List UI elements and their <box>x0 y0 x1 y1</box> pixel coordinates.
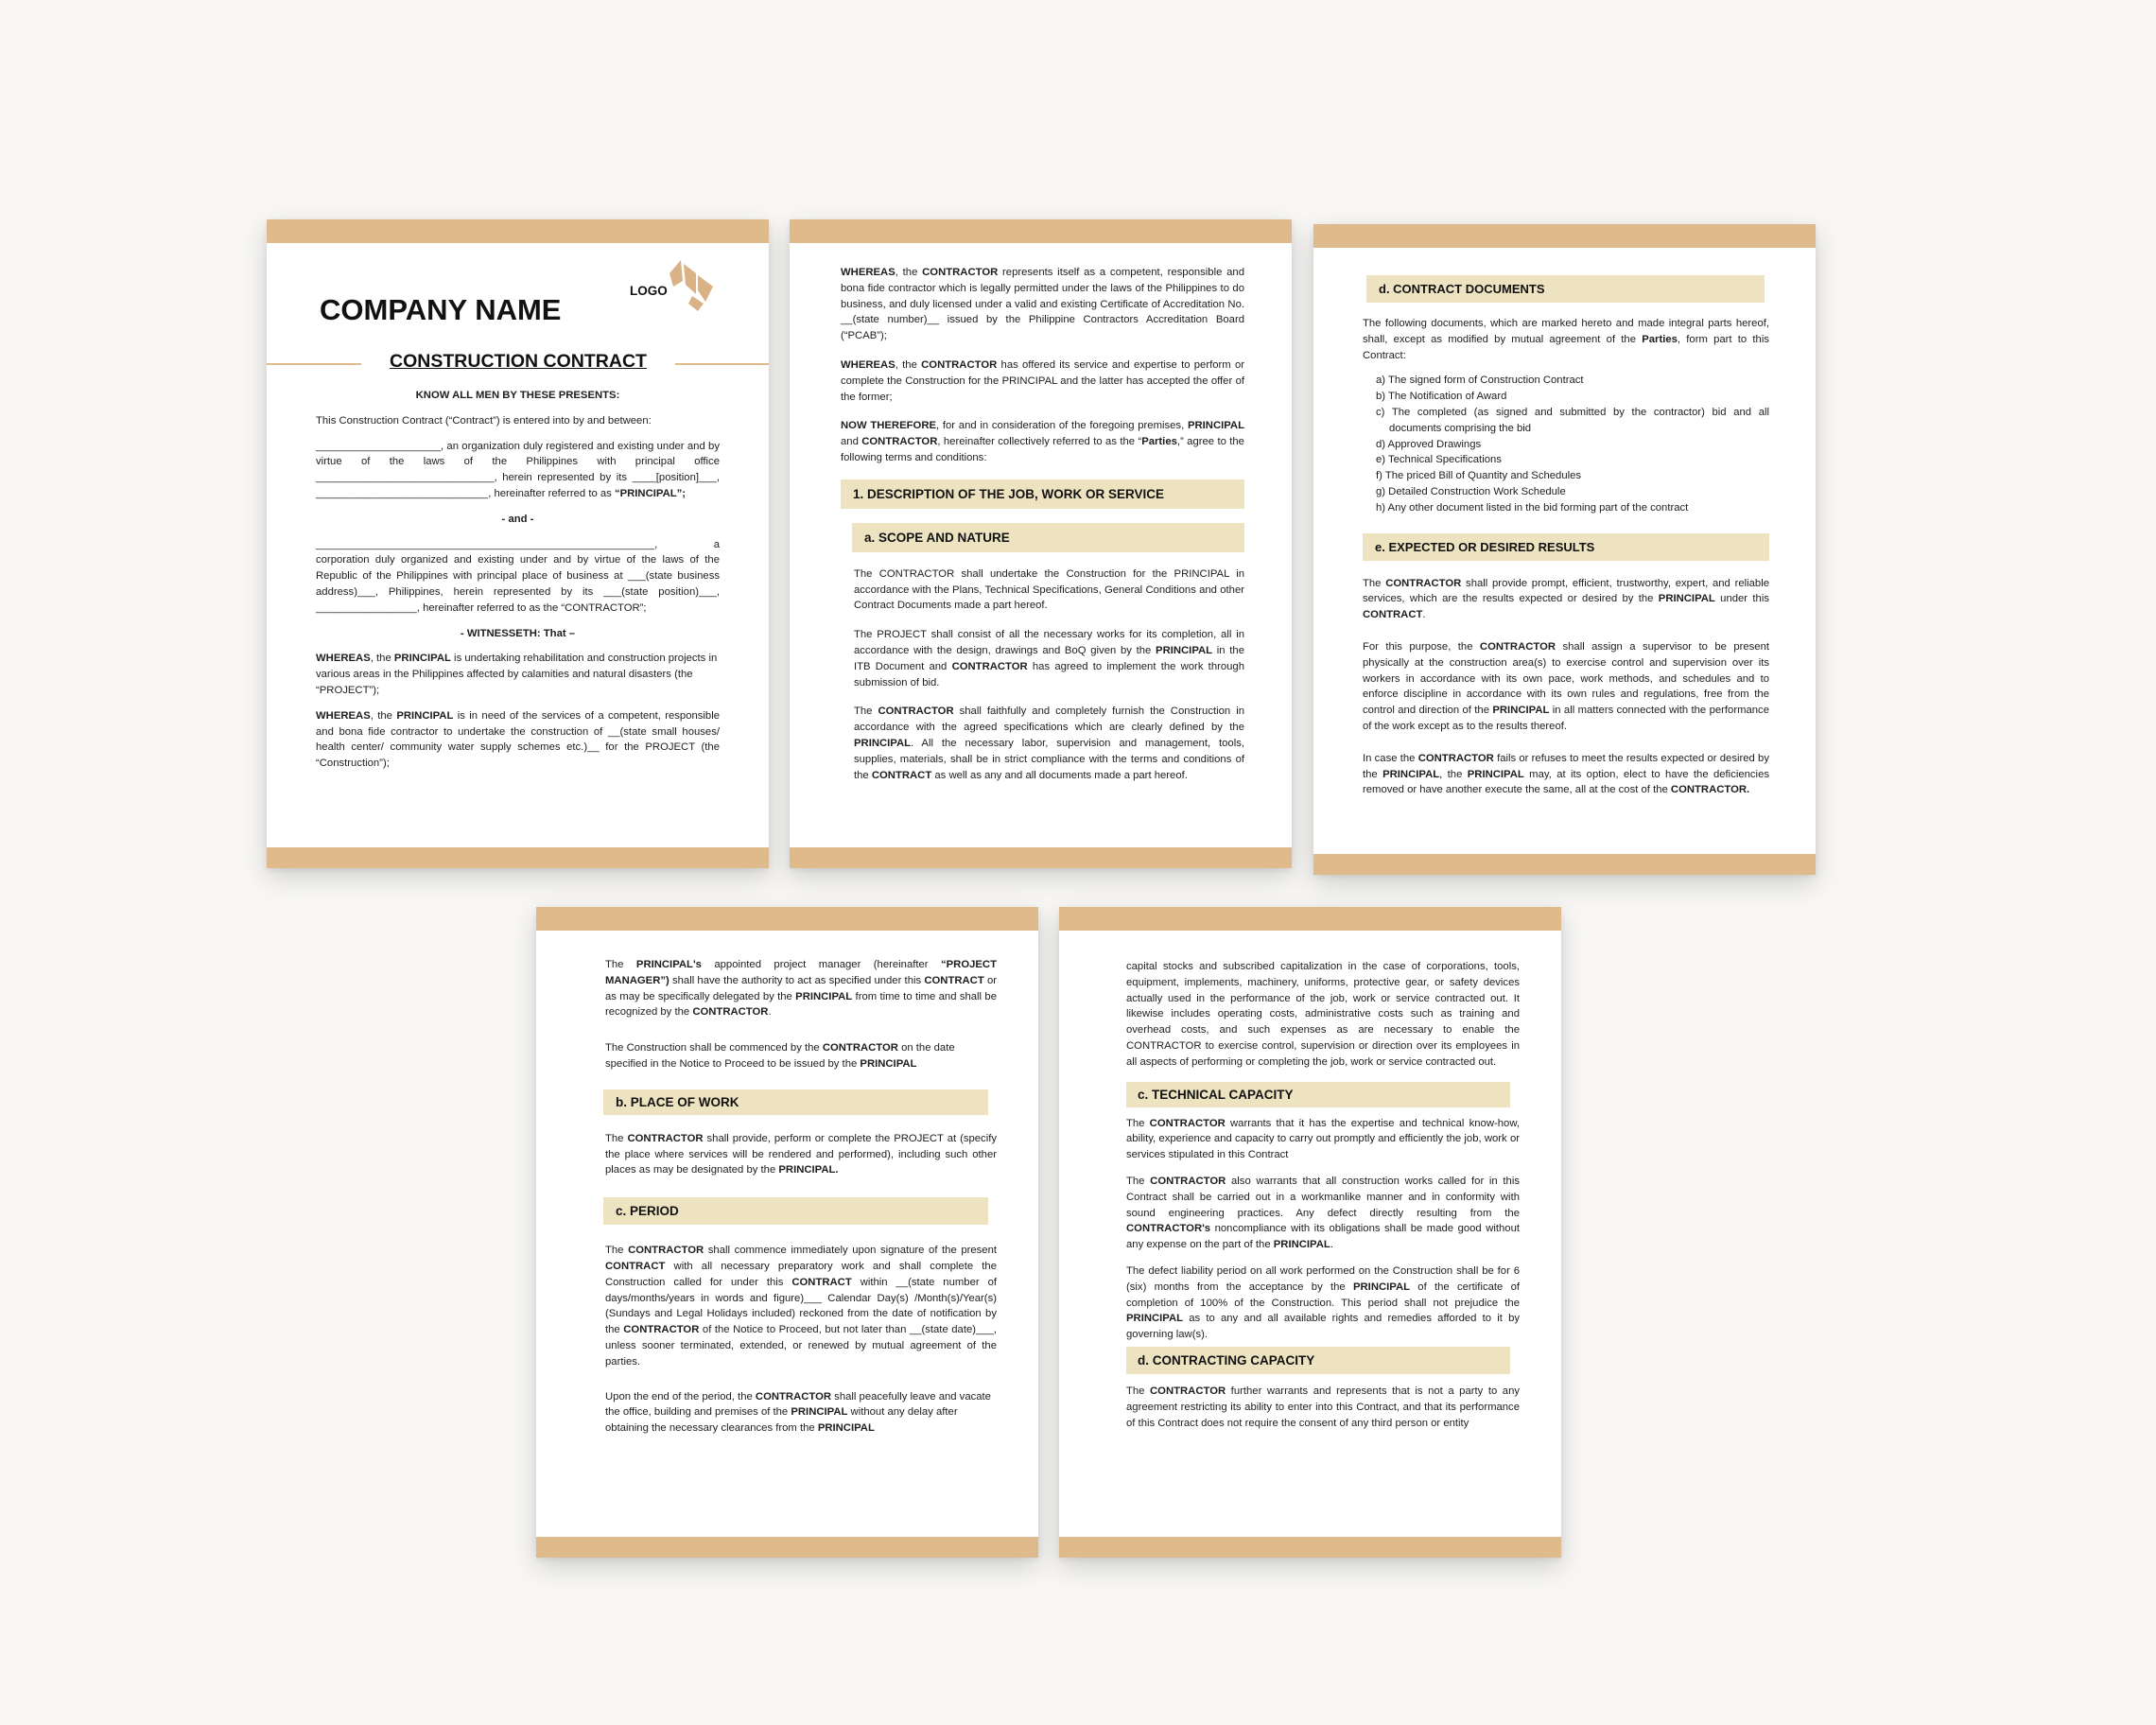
page-bottom-band <box>790 847 1292 868</box>
list-item: d) Approved Drawings <box>1376 438 1482 450</box>
capital-paragraph: capital stocks and subscribed capitalization in the case of corporations, tools, equipment, implements, machinery, uniforms, protective gear, or safety devices actually used in the performance of the job, work or service contracted out. It likewise includes operating costs, administrative costs such as training and overhead costs, and such expenses as are necessary to enable the CONTRACTOR to exercise control, supervision or direction over its employees in all aspects of performing or completing the job, work or service contracted out. <box>1126 961 1520 1068</box>
party2-paragraph: _________________________________________________________, a corporation duly organized and existing under and by virtue of the laws of the Republic of the Philippines with principal place of business at ___(state business address)___, Philippines, herein represented by its ___(state position)___, _________________, hereinafter referred to as the “CONTRACTOR”; <box>316 538 720 614</box>
company-name: COMPANY NAME <box>320 293 562 326</box>
intro-heading: KNOW ALL MEN BY THESE PRESENTS: <box>415 390 620 401</box>
period-paragraph: The CONTRACTOR shall commence immediately upon signature of the present CONTRACT with all necessary preparatory work and shall complete the Construction called for under this CONTRACT within __(state number of days/months/years in words and figure)___ Calendar Day(s) /Month(s)/Year(s) (Sundays and Legal Holidays included) reckoned from the date of notification by the CONTRACTOR of the Notice to Proceed, but not later than __(state date)___, unless sooner terminated, extended, or renewed by mutual agreement of the parties. <box>605 1245 998 1368</box>
page-top-band <box>267 219 769 243</box>
page-bottom-band <box>536 1537 1038 1558</box>
commencement-paragraph: The Construction shall be commenced by the CONTRACTOR on the date specified in the Notice to Proceed to be issued by the PRINCIPAL <box>605 1042 955 1070</box>
and-separator: - and - <box>501 513 534 525</box>
contract-documents-intro: The following documents, which are marked hereto and made integral parts hereof, shall, except as modified by mutual agreement of the Parties, form part to this Contract: <box>1363 318 1769 361</box>
now-therefore-paragraph: NOW THEREFORE, for and in consideration of the foregoing premises, PRINCIPAL and CONTRACTOR, hereinafter collectively referred to as the “Parties,” agree to the following terms and conditions: <box>841 420 1244 463</box>
list-item: a) The signed form of Construction Contract <box>1376 375 1584 387</box>
subsection-d-heading: d. CONTRACTING CAPACITY <box>1126 1347 1510 1374</box>
list-item: e) Technical Specifications <box>1376 454 1502 466</box>
section-1-heading: 1. DESCRIPTION OF THE JOB, WORK OR SERVICE <box>841 479 1244 509</box>
page-bottom-band <box>1059 1537 1561 1558</box>
whereas-paragraph-1: WHEREAS, the PRINCIPAL is undertaking rehabilitation and construction projects in various areas in the Philippines affected by calamities and natural disasters (the “PROJECT”); <box>316 653 718 696</box>
page-bottom-band <box>1313 854 1816 875</box>
subsection-a-heading: a. SCOPE AND NATURE <box>852 523 1244 552</box>
contract-page-2 <box>790 219 1292 868</box>
scope-paragraph-3: The CONTRACTOR shall faithfully and completely furnish the Construction in accordance with the agreed specifications which are clearly defined by the PRINCIPAL. All the necessary labor, supervision and management, tools, supplies, materials, shall be in strict compliance with the terms and conditions of the CONTRACT as well as any and all documents made a part hereof. <box>854 706 1245 781</box>
witnesseth-heading: - WITNESSETH: That – <box>460 627 576 639</box>
scope-paragraph-1: The CONTRACTOR shall undertake the Construction for the PRINCIPAL in accordance with the Plans, Technical Specifications, General Conditions and other Contract Documents made a part hereof. <box>854 567 1244 612</box>
page-top-band <box>1059 907 1561 931</box>
contract-page-1 <box>267 219 769 868</box>
page-top-band <box>1313 224 1816 248</box>
list-item: h) Any other document listed in the bid forming part of the contract <box>1376 501 1689 514</box>
subsection-b-heading: b. PLACE OF WORK <box>603 1089 988 1115</box>
subsection-e-heading: e. EXPECTED OR DESIRED RESULTS <box>1363 533 1769 561</box>
logo-icon <box>668 258 719 313</box>
scope-paragraph-2: The PROJECT shall consist of all the necessary works for its completion, all in accordance with the design, drawings and BoQ given by the PRINCIPAL in the ITB Document and CONTRACTOR has agreed to implement the work through submission of bid. <box>854 629 1244 688</box>
page-bottom-band <box>267 847 769 868</box>
project-manager-paragraph: The PRINCIPAL's appointed project manager (hereinafter “PROJECT MANAGER”) shall have the authority to act as specified under this CONTRACT or as may be specifically delegated by the PRINCIPAL from time to time and shall be recognized by the CONTRACTOR. <box>605 959 997 1019</box>
list-item: c) The completed (as signed and submitted by the contractor) bid and all documents comprising the bid <box>1376 406 1769 434</box>
list-item: b) The Notification of Award <box>1376 391 1507 403</box>
contract-title: CONSTRUCTION CONTRACT <box>390 351 647 372</box>
contract-documents-list <box>1363 373 1769 515</box>
defect-liability-paragraph: The defect liability period on all work performed on the Construction shall be for 6 (six) months from the acceptance by the PRINCIPAL of the certificate of completion of 100% of the Construction. This period shall not prejudice the PRINCIPAL as to any and all available rights and remedies afforded to it by governing law(s). <box>1126 1264 1520 1341</box>
results-paragraph-2: For this purpose, the CONTRACTOR shall assign a supervisor to be present physically at the construction area(s) to exercise control and supervision over its workers in accordance with its own pace, work methods, and schedules and to enforce discipline in accordance with its own rules and regulations, free from the control and direction of the PRINCIPAL in all matters connected with the performance of the work except as to the results thereof. <box>1363 640 1770 732</box>
contract-page-5 <box>1059 907 1561 1558</box>
subsection-c-heading: c. TECHNICAL CAPACITY <box>1126 1082 1510 1107</box>
title-rule-left <box>267 363 361 365</box>
place-of-work-paragraph: The CONTRACTOR shall provide, perform or complete the PROJECT at (specify the place where services will be rendered and performed), including such other places as may be designated by the PRINCIPAL. <box>605 1132 998 1176</box>
results-paragraph-3: In case the CONTRACTOR fails or refuses to meet the results expected or desired by the PRINCIPAL, the PRINCIPAL may, at its option, elect to have the deficiencies removed or have another execute the same, all at the cost of the CONTRACTOR. <box>1363 752 1770 796</box>
whereas-paragraph-4: WHEREAS, the CONTRACTOR has offered its service and expertise to perform or complete the Construction for the PRINCIPAL and the latter has accepted the offer of the former; <box>841 358 1244 403</box>
technical-capacity-paragraph-2: The CONTRACTOR also warrants that all construction works called for in this Contract shall be carried out in a workmanlike manner and in conformity with sound engineering practices. Any defect directly resulting from the CONTRACTOR's noncompliance with its obligations shall be made good without any expense on the part of the PRINCIPAL. <box>1126 1175 1520 1251</box>
page-top-band <box>790 219 1292 243</box>
party1-paragraph: _____________________, an organization duly registered and existing under and by virtue of the laws of the Philippines with principal office ______________________________, herein represented by its ____[position]___, _____________________________, hereinafter referred to as “PRINCIPAL”; <box>316 440 720 499</box>
list-item: f) The priced Bill of Quantity and Schedules <box>1376 470 1582 482</box>
end-of-period-paragraph: Upon the end of the period, the CONTRACTOR shall peacefully leave and vacate the office, building and premises of the PRINCIPAL without any delay after obtaining the necessary clearances from the PRINCIPAL <box>605 1390 991 1435</box>
title-rule-right <box>675 363 769 365</box>
list-item: g) Detailed Construction Work Schedule <box>1376 485 1566 497</box>
results-paragraph-1: The CONTRACTOR shall provide prompt, efficient, trustworthy, expert, and reliable services, which are the results expected or desired by the PRINCIPAL under this CONTRACT. <box>1363 577 1769 621</box>
contracting-capacity-paragraph: The CONTRACTOR further warrants and represents that is not a party to any agreement restricting its ability to enter into this Contract, and that its performance of this Contract does not require the consent of any third person or entity <box>1126 1385 1521 1429</box>
page-top-band <box>536 907 1038 931</box>
subsection-c-heading: c. PERIOD <box>603 1197 988 1225</box>
technical-capacity-paragraph-1: The CONTRACTOR warrants that it has the expertise and technical know-how, ability, experience and capacity to carry out promptly and efficiently the job, work or services stipulated in this Contract <box>1126 1117 1520 1161</box>
contract-page-4 <box>536 907 1038 1558</box>
contract-page-3 <box>1313 224 1816 875</box>
intro-text: This Construction Contract (“Contract”) is entered into by and between: <box>316 414 652 427</box>
whereas-paragraph-2: WHEREAS, the PRINCIPAL is in need of the services of a competent, responsible and bona fide contractor to undertake the construction of __(state small houses/ health center/ community water supply schemes etc.)__ for the PROJECT (the “Construction”); <box>316 709 720 770</box>
subsection-d-heading: d. CONTRACT DOCUMENTS <box>1366 275 1765 303</box>
whereas-paragraph-3: WHEREAS, the CONTRACTOR represents itself as a competent, responsible and bona fide contractor which is legally permitted under the laws of the Philippines to do business, and duly licensed under a valid and existing Certificate of Accreditation No. __(state number)__ issued by the Philippine Contractors Accreditation Board (“PCAB”); <box>841 267 1244 342</box>
logo-label: LOGO <box>630 284 668 298</box>
